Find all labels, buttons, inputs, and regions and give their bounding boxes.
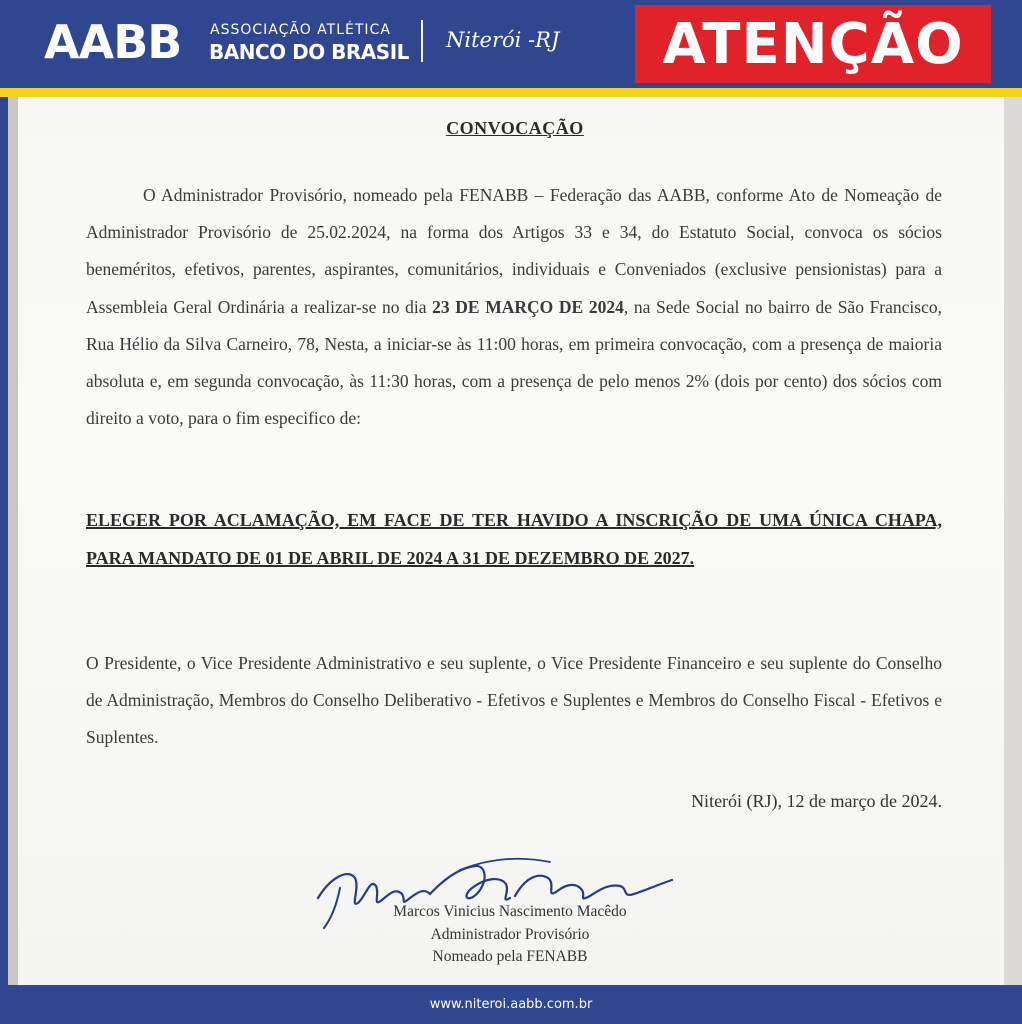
- footer-bar: [0, 985, 1022, 1024]
- logo-line-bank: BANCO DO BRASIL: [209, 40, 409, 64]
- paper-left-edge: [8, 97, 18, 985]
- website-link[interactable]: www.niteroi.aabb.com.br: [429, 997, 593, 1012]
- signatory-role: Administrador Provisório: [430, 925, 590, 943]
- place-date-line: Niterói (RJ), 12 de março de 2024.: [691, 791, 942, 811]
- assembly-date: 23 DE MARÇO DE 2024: [432, 296, 624, 317]
- positions-paragraph: O Presidente, o Vice Presidente Administrativo e seu suplente, o Vice Presidente Financeiro e seu suplente do Conselho de Administração, Membros do Conselho Deliberativo - Efetivos e Suplentes e Membros do Conselho Fiscal - Efetivos e Suplentes.: [86, 653, 942, 747]
- city-label: Niterói -RJ: [446, 28, 560, 52]
- header-yellow-stripe: [0, 88, 1022, 97]
- paragraph-text-end: , na Sede Social no bairro de São Francisco, Rua Hélio da Silva Carneiro, 78, Nesta, a iniciar-se às 11:00 horas, em primeira convocação, com a presença de maioria absoluta e, em segunda convocação, às 11:30 horas, com a presença de pelo menos 2% (dois por cento) dos sócios com direito a voto, para o fim especifico de:: [86, 296, 942, 429]
- signatory-appointment: Nomeado pela FENABB: [432, 948, 588, 965]
- convocation-paragraph: [86, 177, 942, 437]
- paragraph-text-start: O Administrador Provisório, nomeado pela FENABB – Federação das AABB, conforme Ato de Nomeação de Administrador Provisório de 25.02.2024, na forma dos Artigos 33 e 34, do Estatuto Social, convoca os sócios beneméritos, efetivos, parentes, aspirantes, comunitários, individuais e Conveniados (exclusive pensionistas) para a Assembleia Geral Ordinária a realizar-se no dia: [86, 185, 942, 317]
- attention-badge: ATENÇÃO: [635, 5, 991, 83]
- election-purpose: ELEGER POR ACLAMAÇÃO, EM FACE DE TER HAVIDO A INSCRIÇÃO DE UMA ÚNICA CHAPA, PARA MANDATO DE 01 DE ABRIL DE 2024 A 31 DE DEZEMBRO DE 2027.: [86, 510, 942, 568]
- logo-divider: [421, 20, 423, 62]
- paper-right-edge: [1004, 97, 1022, 985]
- aabb-logo: AABB: [44, 15, 182, 69]
- logo-line-association: ASSOCIAÇÃO ATLÉTICA: [210, 22, 391, 38]
- document-title: CONVOCAÇÃO: [446, 118, 584, 138]
- header-banner: [0, 0, 1022, 90]
- signature-block: [310, 901, 710, 969]
- signatory-name: Marcos Vinicius Nascimento Macêdo: [393, 903, 627, 920]
